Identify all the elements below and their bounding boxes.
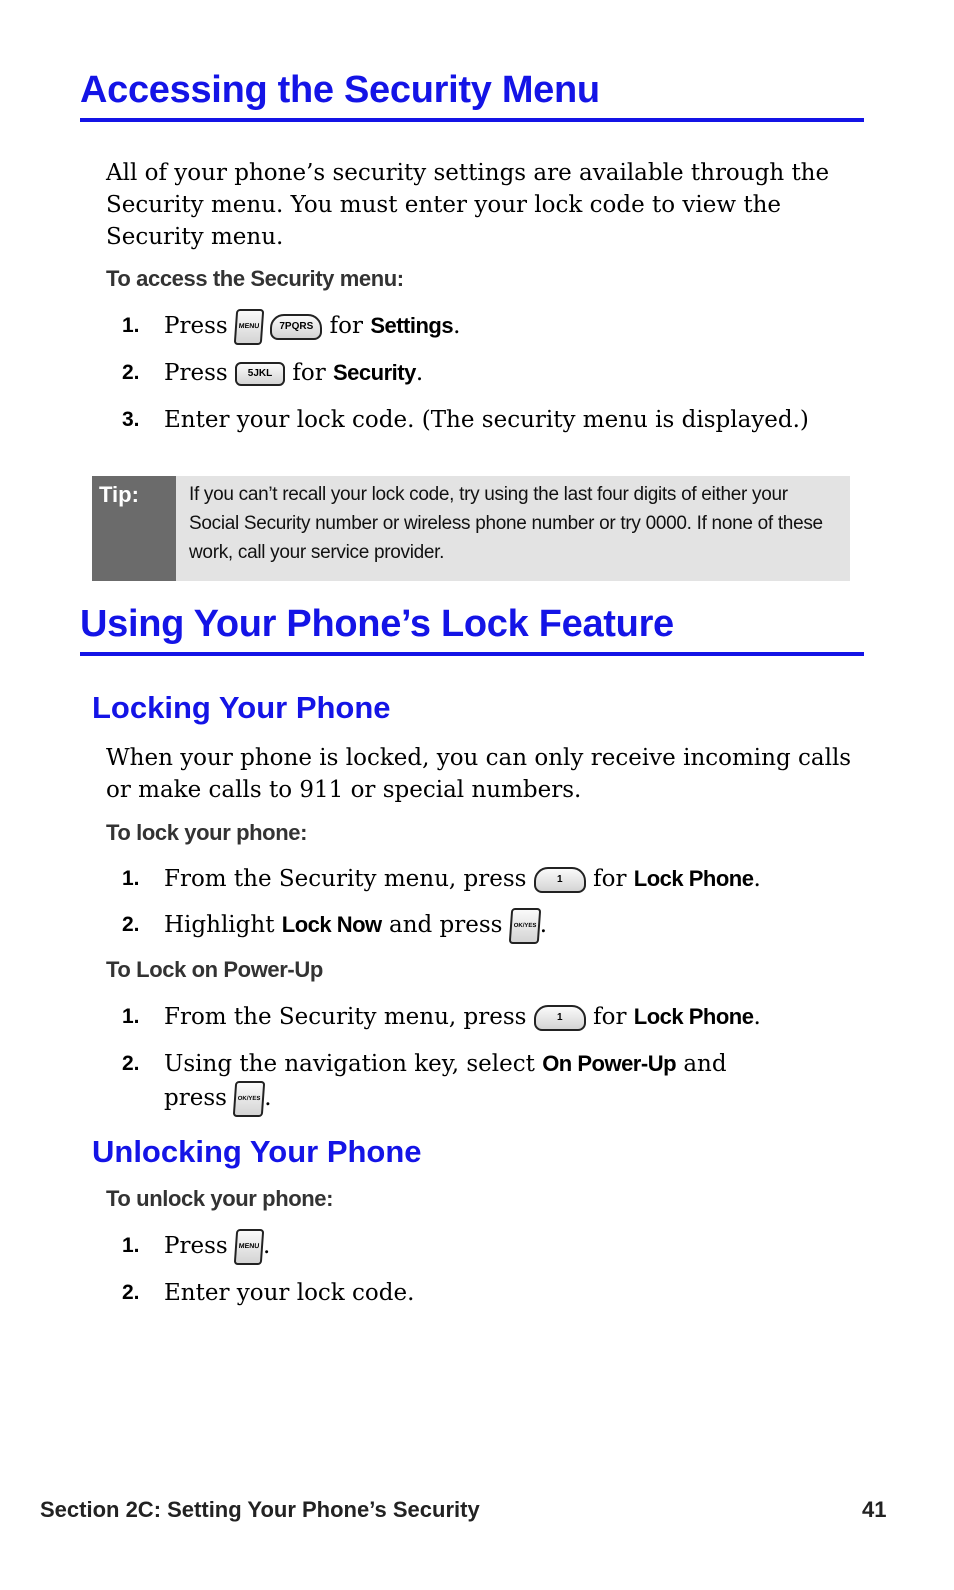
step-text: for: [593, 1004, 627, 1030]
step-text: for: [292, 360, 326, 386]
menu-key-icon: MENU: [234, 1229, 265, 1265]
step-text: Press: [164, 1233, 228, 1259]
subsection-title-locking: Locking Your Phone: [92, 690, 391, 725]
ok-yes-key-icon: OK/YES: [233, 1081, 266, 1117]
step-number: 2.: [122, 361, 140, 384]
step-number: 1.: [122, 867, 140, 890]
menu-option-lock-phone: Lock Phone: [633, 1004, 754, 1029]
seven-key-icon: 7PQRS: [270, 314, 322, 340]
procedure-lead: To Lock on Power-Up: [106, 957, 323, 982]
step-text: Enter your lock code.: [164, 1280, 415, 1306]
step-number: 1.: [122, 1234, 140, 1257]
subsection-title-unlocking: Unlocking Your Phone: [92, 1134, 422, 1169]
step-text: Using the navigation key, select: [164, 1051, 535, 1077]
step-text: Press: [164, 313, 228, 339]
one-key-icon: 1: [534, 1005, 586, 1031]
one-key-icon: 1: [534, 867, 586, 893]
section-title-accessing-security: Accessing the Security Menu: [80, 68, 864, 122]
step-text: press: [164, 1085, 227, 1111]
step-text: Press: [164, 360, 228, 386]
footer-section-title: Section 2C: Setting Your Phone’s Security: [40, 1497, 480, 1522]
step-text: and: [683, 1051, 727, 1077]
subsection-intro: When your phone is locked, you can only receive incoming calls or make calls to 911 or special numbers.: [106, 745, 852, 803]
step-text: Highlight: [164, 912, 275, 938]
step-text: Enter your lock code. (The security menu is displayed.): [164, 407, 809, 433]
menu-option-lock-phone: Lock Phone: [633, 866, 754, 891]
tip-box: [92, 476, 850, 581]
menu-option-lock-now: Lock Now: [281, 912, 382, 937]
step-text: for: [329, 313, 363, 339]
step-text: From the Security menu, press: [164, 1004, 527, 1030]
page-number: 41: [862, 1497, 887, 1522]
ok-yes-key-icon: OK/YES: [509, 908, 542, 944]
menu-option-on-power-up: On Power-Up: [542, 1051, 677, 1076]
menu-option-settings: Settings: [370, 313, 454, 338]
tip-text: If you can’t recall your lock code, try using the last four digits of either your Social Security number or wireless phone number or try 0000. If none of these work, call your service provider.: [189, 484, 823, 563]
menu-key-icon: MENU: [234, 309, 265, 345]
step-item: 2. Using the navigation key, select On Power-Up and press OK/YES .: [122, 1047, 862, 1117]
section-title-lock-feature: Using Your Phone’s Lock Feature: [80, 602, 864, 656]
step-number: 1.: [122, 314, 140, 337]
step-text: From the Security menu, press: [164, 866, 527, 892]
procedure-lead: To unlock your phone:: [106, 1186, 334, 1211]
step-number: 1.: [122, 1005, 140, 1028]
step-number: 2.: [122, 1281, 140, 1304]
tip-label: Tip:: [92, 476, 176, 581]
step-number: 2.: [122, 913, 140, 936]
menu-option-security: Security: [333, 360, 416, 385]
step-text: and press: [388, 912, 503, 938]
step-text: for: [593, 866, 627, 892]
step-number: 3.: [122, 408, 140, 431]
step-number: 2.: [122, 1052, 140, 1075]
procedure-lead: To access the Security menu:: [106, 266, 404, 291]
five-key-icon: 5JKL: [235, 362, 285, 386]
section-intro: All of your phone’s security settings are available through the Security menu. You must enter your lock code to view the Security menu.: [106, 160, 830, 250]
procedure-lead: To lock your phone:: [106, 820, 307, 845]
